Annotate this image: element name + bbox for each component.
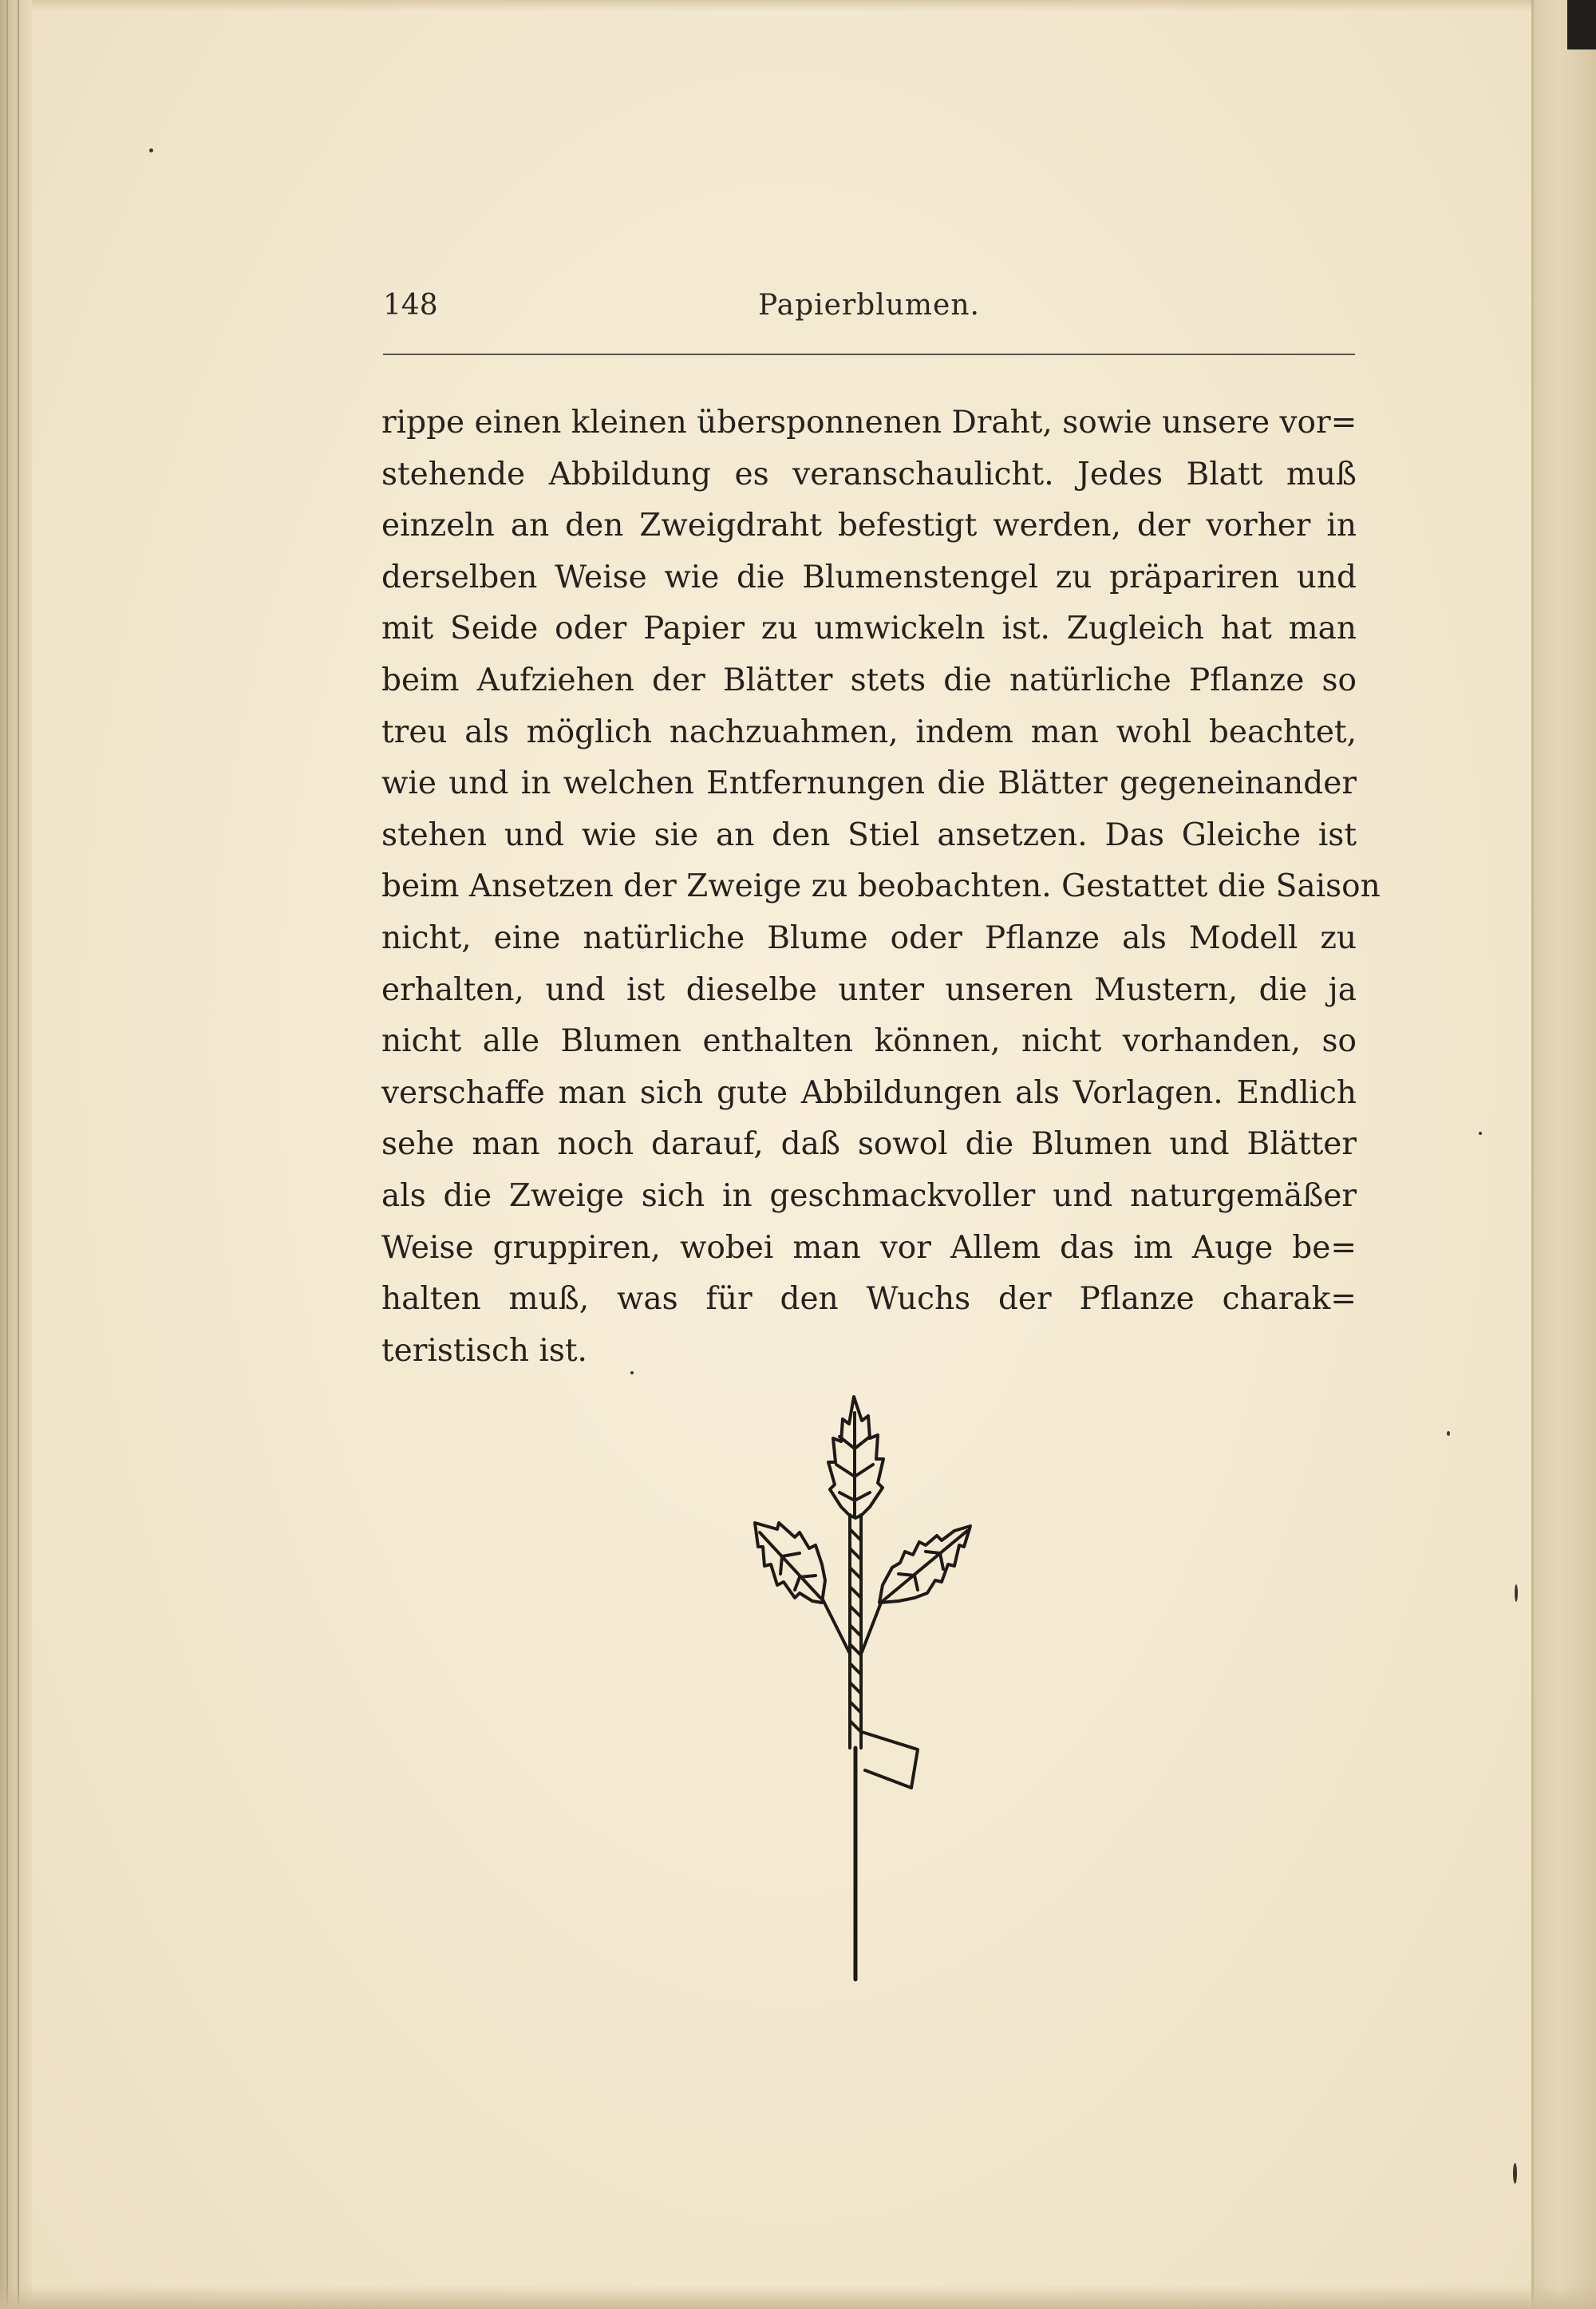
paper-strip <box>862 1732 918 1788</box>
left-branch <box>822 1598 849 1652</box>
text-line: treu als möglich nachzuahmen, indem man wohl beachtet, <box>381 714 1357 750</box>
page-top-edge <box>32 0 1540 11</box>
right-branch <box>862 1603 881 1652</box>
text-line: beim Ansetzen der Zweige zu beobachten. Gestattet die Saison <box>381 868 1381 905</box>
paper-speck <box>149 148 153 152</box>
body-text <box>381 397 1381 1377</box>
paper-speck <box>630 1371 634 1374</box>
binding-line <box>18 0 19 2309</box>
binding-line <box>6 0 8 2309</box>
text-line: teristisch ist. <box>381 1332 587 1369</box>
paper-speck <box>1513 2163 1517 2184</box>
text-line: derselben Weise wie die Blumenstengel zu präpariren und <box>381 559 1357 595</box>
header-rule <box>383 354 1355 355</box>
text-line: sehe man noch darauf, daß sowol die Blumen und Blätter <box>381 1126 1357 1163</box>
text-line: halten muß, was für den Wuchs der Pflanze charak= <box>381 1281 1357 1318</box>
text-line: erhalten, und ist dieselbe unter unseren Mustern, die ja <box>381 971 1357 1008</box>
paper-speck <box>1447 1431 1450 1436</box>
text-line: rippe einen kleinen übersponnenen Draht, sowie unsere vor= <box>381 405 1357 441</box>
paper-speck <box>1515 1584 1518 1602</box>
text-line: nicht alle Blumen enthalten können, nicht vorhanden, so <box>381 1023 1357 1060</box>
running-header <box>383 289 1355 329</box>
next-page-edge <box>1531 0 1596 2309</box>
background-corner <box>1567 0 1596 49</box>
leaf-sprig-illustration <box>742 1389 982 2003</box>
page-number: 148 <box>383 289 438 322</box>
text-line: stehende Abbildung es veranschaulicht. Jedes Blatt muß <box>381 456 1357 492</box>
text-line: wie und in welchen Entfernungen die Blätter gegeneinander <box>381 765 1357 802</box>
text-line: als die Zweige sich in geschmackvoller und naturgemäßer <box>381 1177 1357 1214</box>
text-line: Weise gruppiren, wobei man vor Allem das im Auge be= <box>381 1229 1357 1266</box>
running-title: Papierblumen. <box>758 289 980 322</box>
paper-speck <box>1479 1132 1482 1135</box>
text-line: nicht, eine natürliche Blume oder Pflanze als Modell zu <box>381 919 1357 956</box>
text-line: beim Aufziehen der Blätter stets die natürliche Pflanze so <box>381 662 1357 698</box>
text-line: mit Seide oder Papier zu umwickeln ist. Zugleich hat man <box>381 611 1357 647</box>
stem-wrapping <box>850 1529 861 1732</box>
text-line: einzeln an den Zweigdraht befestigt werden, der vorher in <box>381 508 1357 544</box>
text-line: verschaffe man sich gute Abbildungen als Vorlagen. Endlich <box>381 1074 1357 1111</box>
text-line: stehen und wie sie an den Stiel ansetzen. Das Gleiche ist <box>381 816 1357 853</box>
page-bottom-edge <box>0 2285 1596 2309</box>
